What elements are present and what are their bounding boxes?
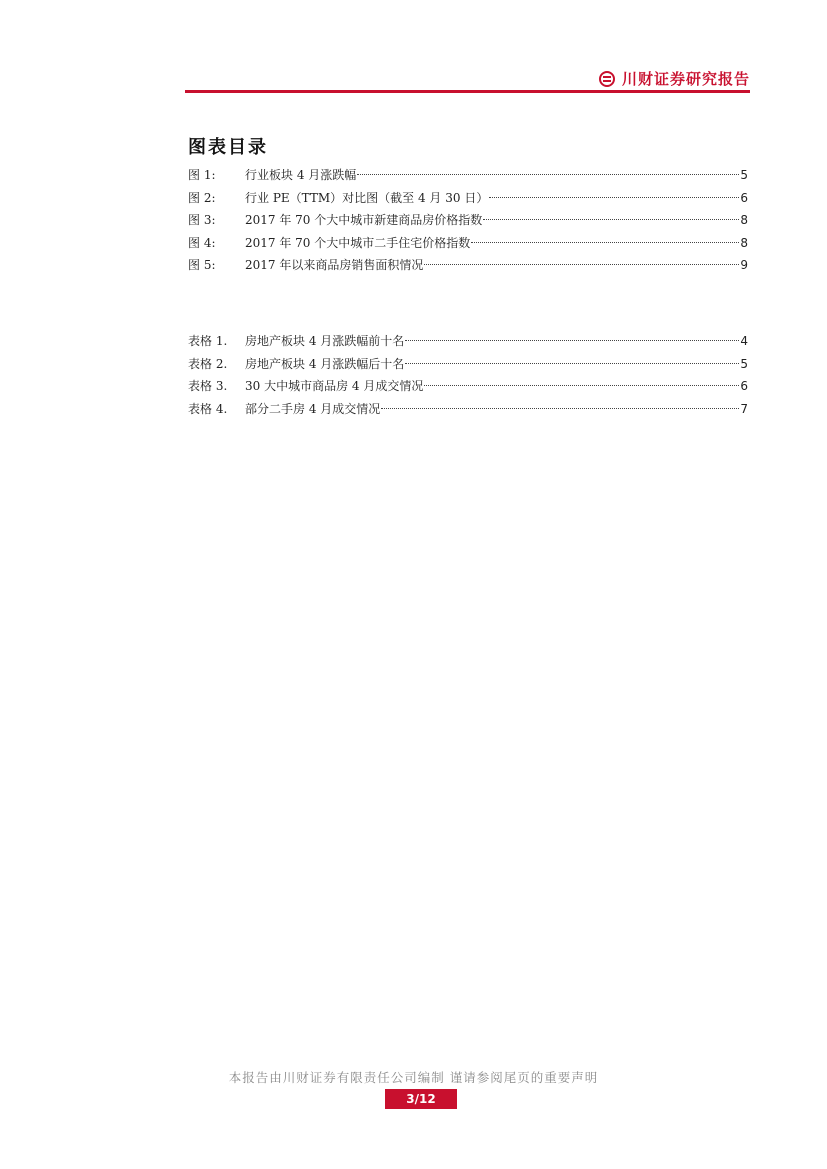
toc-entry-title: 2017 年 70 个大中城市二手住宅价格指数 <box>245 235 471 250</box>
toc-dot-leader <box>405 363 739 364</box>
toc-entry-figure-5[interactable] <box>188 254 748 277</box>
toc-entry-table-4[interactable] <box>188 398 748 421</box>
toc-entry-prefix: 图 4: <box>188 235 216 250</box>
toc-entry-page: 6 <box>740 379 748 393</box>
figure-list <box>188 164 748 277</box>
toc-entry-table-2[interactable] <box>188 353 748 376</box>
toc-entry-prefix: 表格 3. <box>188 379 228 393</box>
toc-entry-prefix: 表格 1. <box>188 334 228 348</box>
toc-entry-title: 行业板块 4 月涨跌幅 <box>245 168 357 182</box>
toc-entry-prefix: 图 5: <box>188 258 216 272</box>
toc-entry-prefix: 图 2: <box>188 190 216 205</box>
toc-entry-figure-3[interactable] <box>188 209 748 232</box>
header-divider <box>185 90 750 93</box>
footer-disclaimer: 本报告由川财证券有限责任公司编制 谨请参阅尾页的重要声明 <box>228 1070 599 1085</box>
toc-entry-figure-2[interactable] <box>188 187 748 210</box>
page-number-badge: 3/12 <box>385 1089 457 1109</box>
toc-entry-page: 6 <box>740 190 748 205</box>
toc-entry-prefix: 图 1: <box>188 168 216 182</box>
toc-entry-page: 5 <box>740 356 748 371</box>
toc-dot-leader <box>381 408 739 409</box>
table-list <box>188 330 748 420</box>
toc-entry-page: 8 <box>740 235 748 250</box>
toc-dot-leader <box>424 264 739 265</box>
page-header <box>185 64 750 94</box>
toc-entry-title: 房地产板块 4 月涨跌幅后十名 <box>245 356 405 371</box>
toc-entry-title: 行业 PE（TTM）对比图（截至 4 月 30 日） <box>245 190 489 205</box>
toc-entry-page: 7 <box>740 401 748 416</box>
brand-logo-icon <box>599 71 615 87</box>
toc-dot-leader <box>357 174 739 175</box>
toc-entry-page: 9 <box>740 258 748 272</box>
toc-entry-prefix: 表格 4. <box>188 401 228 416</box>
toc-entry-title: 30 大中城市商品房 4 月成交情况 <box>245 379 424 393</box>
toc-entry-figure-4[interactable] <box>188 232 748 255</box>
toc-entry-title: 房地产板块 4 月涨跌幅前十名 <box>245 334 405 348</box>
brand-name: 川财证券研究报告 <box>621 70 750 88</box>
toc-dot-leader <box>424 385 739 386</box>
toc-entry-page: 5 <box>740 168 748 182</box>
toc-entry-table-1[interactable] <box>188 330 748 353</box>
toc-entry-table-3[interactable] <box>188 375 748 398</box>
toc-entry-page: 4 <box>740 334 748 348</box>
toc-entry-prefix: 图 3: <box>188 213 216 227</box>
toc-entry-prefix: 表格 2. <box>188 356 228 371</box>
toc-entry-figure-1[interactable] <box>188 164 748 187</box>
toc-dot-leader <box>483 219 739 220</box>
toc-dot-leader <box>471 242 739 243</box>
toc-entry-title: 2017 年 70 个大中城市新建商品房价格指数 <box>245 213 483 227</box>
toc-entry-title: 部分二手房 4 月成交情况 <box>245 401 381 416</box>
toc-entry-title: 2017 年以来商品房销售面积情况 <box>245 258 424 272</box>
toc-dot-leader <box>489 197 739 198</box>
toc-entry-page: 8 <box>740 213 748 227</box>
toc-title: 图表目录 <box>188 137 268 158</box>
toc-dot-leader <box>405 340 739 341</box>
brand <box>599 68 750 89</box>
